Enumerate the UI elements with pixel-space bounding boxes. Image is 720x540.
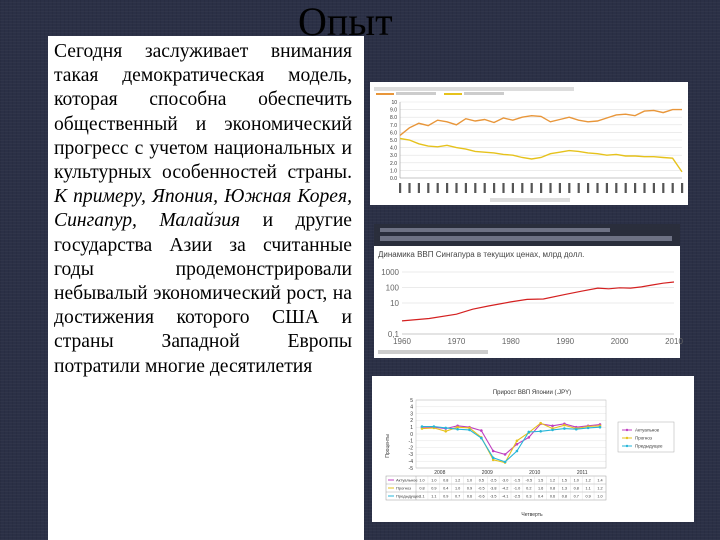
chart-3-table-cell: 0.2 bbox=[526, 486, 532, 491]
chart-3-table-cell: 0.8 bbox=[573, 486, 579, 491]
chart-3-table-cell: 1.4 bbox=[597, 478, 603, 483]
chart-3-table-cell: -0.6 bbox=[478, 494, 485, 499]
chart-3-ytick: 0 bbox=[410, 431, 413, 438]
chart-1-xtick bbox=[502, 183, 504, 193]
chart-2-xtick: 1970 bbox=[447, 337, 466, 346]
chart-3-table-cell: -3.0 bbox=[501, 478, 509, 483]
body-text-part2: и другие государства Азии за считанные годы продемонстрировали небывалый экономический рост, на достижения которого США и страны Западной Европы потратили многие десятилетия bbox=[54, 210, 353, 377]
chart-2-xtick: 1980 bbox=[501, 337, 520, 346]
chart-3-table-cell: 1.3 bbox=[561, 486, 568, 491]
chart-1-xtick bbox=[653, 183, 655, 193]
chart-3-point bbox=[563, 424, 566, 427]
chart-1-xtick bbox=[465, 183, 467, 193]
chart-1-xtick bbox=[549, 183, 551, 193]
chart-3-point bbox=[444, 430, 447, 433]
chart-2-source-band bbox=[378, 350, 488, 354]
chart-3-table-cell: 1.0 bbox=[419, 478, 425, 483]
chart-3-ylabel: Проценты bbox=[385, 434, 391, 458]
body-text-emphasis: К примеру, Япония, Южная Корея, Сингапур, Малайзия bbox=[54, 186, 352, 232]
chart-1-xtick bbox=[643, 183, 645, 193]
chart-3-title: Прирост ВВП Японии (.JPY) bbox=[492, 390, 572, 396]
chart-3-ytick: 2 bbox=[410, 418, 413, 425]
chart-2-banner bbox=[374, 224, 680, 246]
chart-1-xtick bbox=[446, 183, 448, 193]
chart-3-year-label: 2008 bbox=[434, 470, 446, 476]
chart-3-legend-marker bbox=[626, 437, 628, 439]
chart-3-legend-label: Прогноз bbox=[635, 435, 652, 441]
chart-3-table-cell: -2.5 bbox=[489, 478, 497, 483]
chart-3-table-cell: 0.6 bbox=[466, 494, 473, 499]
chart-3-table-rowlabel: Прогноз bbox=[396, 485, 412, 491]
chart-3-point bbox=[539, 430, 542, 433]
chart-1-line bbox=[370, 82, 688, 205]
chart-1-xtick bbox=[484, 183, 486, 193]
chart-3-point bbox=[492, 450, 495, 453]
chart-1-xtick bbox=[540, 183, 542, 193]
chart-3-table-cell: -2.5 bbox=[513, 494, 521, 499]
chart-3-point bbox=[528, 436, 531, 439]
chart-3-point bbox=[421, 425, 424, 428]
chart-3-table-cell: 0.9 bbox=[466, 486, 473, 491]
chart-2-ytick: 0,1 bbox=[387, 330, 399, 339]
chart-2-banner-line-1 bbox=[380, 228, 610, 232]
chart-3-table-cell: 0.3 bbox=[526, 494, 532, 499]
chart-3-table-cell: 1.2 bbox=[549, 478, 556, 483]
chart-3-table-cell: 0.9 bbox=[585, 494, 591, 499]
chart-3-table-cell: 0.7 bbox=[454, 494, 461, 499]
chart-3-table-cell: 1.1 bbox=[431, 494, 437, 499]
chart-3-japan-gdp bbox=[372, 376, 694, 522]
chart-3-table-cell: 1.1 bbox=[585, 486, 591, 491]
chart-3-ytick: 3 bbox=[410, 411, 413, 418]
chart-1-xtick bbox=[578, 183, 580, 193]
chart-1-xtick bbox=[587, 183, 589, 193]
chart-3-table-cell: -1.5 bbox=[513, 478, 521, 483]
chart-3-table-cell: 1.2 bbox=[454, 478, 461, 483]
chart-2-singapore-gdp bbox=[374, 224, 683, 358]
chart-3-point bbox=[480, 429, 483, 432]
chart-3-table-cell: 0.9 bbox=[443, 494, 449, 499]
chart-1-ytick: 1.0 bbox=[390, 168, 397, 175]
chart-1-xtick bbox=[493, 183, 495, 193]
chart-1-xtick bbox=[568, 183, 570, 193]
chart-3-ytick: 1 bbox=[410, 425, 413, 431]
chart-3-point bbox=[444, 427, 447, 430]
chart-1-xtick bbox=[474, 183, 476, 193]
chart-3-table-cell: 1.2 bbox=[597, 486, 603, 491]
chart-1-ytick: 0.0 bbox=[390, 176, 397, 182]
chart-3-table-cell: 1.5 bbox=[538, 478, 544, 483]
chart-3-point bbox=[480, 437, 483, 440]
chart-3-legend-label: Предыдущее bbox=[635, 443, 663, 449]
chart-1-xtick bbox=[672, 183, 674, 193]
chart-3-year-label: 2011 bbox=[576, 470, 588, 476]
chart-3-table-cell: 0.8 bbox=[549, 486, 556, 491]
chart-1-xtick bbox=[399, 183, 401, 193]
chart-3-table-cell: 0.4 bbox=[538, 494, 544, 499]
chart-2-xtick: 1990 bbox=[556, 337, 575, 346]
chart-3-svg bbox=[372, 376, 694, 522]
chart-3-ytick: -2 bbox=[408, 445, 413, 452]
chart-1-xtick bbox=[625, 183, 627, 193]
chart-3-point bbox=[516, 440, 519, 443]
chart-3-point bbox=[575, 428, 578, 431]
chart-2-ytick: 10 bbox=[390, 299, 399, 308]
chart-3-legend-marker bbox=[626, 445, 628, 447]
chart-3-table-cell: 0.8 bbox=[419, 486, 425, 491]
chart-1-xtick bbox=[408, 183, 410, 193]
chart-1-xtick bbox=[418, 183, 420, 193]
chart-1-xtick bbox=[437, 183, 439, 193]
chart-3-legend-label: Актуальное bbox=[635, 427, 660, 433]
chart-3-point bbox=[516, 450, 519, 453]
chart-3-point bbox=[468, 429, 471, 432]
chart-3-table-cell: 0.9 bbox=[431, 486, 437, 491]
chart-3-point bbox=[551, 429, 554, 432]
chart-3-point bbox=[563, 427, 566, 430]
chart-1-ytick: 5.0 bbox=[390, 138, 397, 144]
chart-1-xtick bbox=[606, 183, 608, 193]
chart-3-ytick: -1 bbox=[408, 438, 413, 445]
chart-3-series-3 bbox=[422, 427, 600, 462]
chart-1-xtick bbox=[615, 183, 617, 193]
chart-3-table-rowlabel: Предыдущее bbox=[396, 493, 421, 499]
chart-3-table-cell: 1.0 bbox=[597, 494, 603, 499]
body-text-part1: Сегодня заслуживает внимания такая демократическая модель, которая способна обеспечить общественный и экономический прогресс с учетом национальных и культурных особенностей страны. bbox=[54, 41, 352, 184]
chart-3-year-label: 2010 bbox=[529, 470, 541, 476]
chart-1-xtick bbox=[634, 183, 636, 193]
chart-1-svg bbox=[370, 82, 688, 205]
chart-3-table-cell: -0.5 bbox=[478, 486, 485, 491]
chart-3-table-cell: 0.6 bbox=[549, 494, 556, 499]
chart-3-table-cell: 1.2 bbox=[585, 478, 591, 483]
chart-1-source-band bbox=[490, 198, 570, 202]
chart-3-table-cell: 1.0 bbox=[431, 478, 437, 483]
chart-1-title-band bbox=[374, 87, 574, 91]
chart-3-table-cell: -4.1 bbox=[501, 494, 509, 499]
chart-3-ytick: 4 bbox=[410, 404, 413, 411]
chart-1-ytick: 7.0 bbox=[390, 122, 397, 129]
chart-2-ytick: 1000 bbox=[381, 268, 399, 277]
chart-3-point bbox=[504, 453, 507, 456]
chart-3-table-cell: 1.0 bbox=[454, 486, 461, 491]
chart-1-xtick bbox=[427, 183, 429, 193]
chart-3-table-cell: 0.8 bbox=[443, 478, 449, 483]
chart-2-ytick: 100 bbox=[385, 283, 399, 293]
chart-1-ytick: 10 bbox=[391, 100, 397, 106]
chart-2-xtick: 1960 bbox=[393, 337, 411, 346]
chart-3-table-cell: -1.0 bbox=[513, 486, 521, 491]
chart-2-svg bbox=[374, 224, 683, 358]
chart-3-xlabel: Четверть bbox=[521, 512, 543, 518]
chart-2-xtick: 2000 bbox=[610, 337, 629, 346]
chart-3-table-cell: -4.2 bbox=[501, 486, 509, 491]
chart-1-xtick bbox=[681, 183, 683, 193]
chart-3-table-cell: 0.7 bbox=[573, 494, 579, 499]
chart-1-ytick: 8.0 bbox=[390, 115, 397, 122]
chart-1-xtick bbox=[531, 183, 533, 193]
chart-3-legend-marker bbox=[626, 429, 628, 431]
chart-3-ytick: -5 bbox=[408, 465, 413, 472]
chart-1-legend-text-2 bbox=[464, 92, 504, 95]
chart-3-table-cell: 1.0 bbox=[466, 478, 473, 483]
chart-3-table-cell: -3.5 bbox=[489, 494, 497, 499]
chart-2-xtick: 2010 bbox=[665, 337, 683, 346]
chart-3-point bbox=[539, 422, 542, 425]
chart-3-table-cell: 0.4 bbox=[443, 486, 449, 491]
chart-1-series-1 bbox=[400, 110, 682, 136]
chart-1-legend-text-1 bbox=[396, 92, 436, 95]
chart-3-table-cell: 1.6 bbox=[538, 486, 544, 491]
chart-3-table-rowlabel: Актуальное bbox=[396, 477, 418, 483]
chart-3-ytick: -4 bbox=[408, 459, 413, 465]
chart-3-point bbox=[587, 427, 590, 430]
chart-3-point bbox=[433, 425, 436, 428]
chart-1-ytick: 2.0 bbox=[390, 160, 397, 167]
chart-3-point bbox=[528, 431, 531, 434]
chart-3-point bbox=[504, 461, 507, 464]
chart-3-point bbox=[492, 457, 495, 460]
chart-3-table-cell: 1.1 bbox=[419, 494, 425, 499]
chart-3-table-cell: 0.5 bbox=[478, 478, 484, 483]
slide-title: Опыт bbox=[298, 0, 393, 44]
chart-1-xtick bbox=[512, 183, 514, 193]
chart-1-xtick bbox=[521, 183, 523, 193]
chart-1-xtick bbox=[596, 183, 598, 193]
chart-1-xtick bbox=[662, 183, 664, 193]
chart-3-table-cell: 1.0 bbox=[573, 478, 579, 483]
chart-2-title: Динамика ВВП Сингапура в текущих ценах, млрд долл. bbox=[378, 250, 585, 259]
chart-3-table-cell: 0.8 bbox=[561, 494, 568, 499]
chart-1-xtick bbox=[455, 183, 457, 193]
chart-1-ytick: 9.0 bbox=[390, 107, 397, 114]
body-text bbox=[54, 40, 352, 379]
chart-1-ytick: 6.0 bbox=[390, 130, 397, 137]
chart-1-xtick bbox=[559, 183, 561, 193]
chart-3-point bbox=[551, 425, 554, 428]
chart-1-ytick: 3.0 bbox=[390, 153, 397, 160]
chart-3-table-cell: -3.8 bbox=[489, 486, 497, 491]
chart-3-table-cell: 1.5 bbox=[561, 478, 568, 483]
chart-2-banner-line-2 bbox=[380, 236, 672, 241]
chart-3-year-label: 2009 bbox=[481, 470, 493, 476]
chart-3-point bbox=[599, 426, 602, 429]
chart-3-ytick: 5 bbox=[410, 397, 413, 404]
chart-3-ytick: -3 bbox=[408, 452, 413, 459]
chart-1-ytick: 4.0 bbox=[390, 145, 397, 152]
chart-2-series bbox=[402, 282, 674, 321]
chart-3-point bbox=[456, 428, 459, 431]
chart-3-table-cell: -0.5 bbox=[525, 478, 533, 483]
